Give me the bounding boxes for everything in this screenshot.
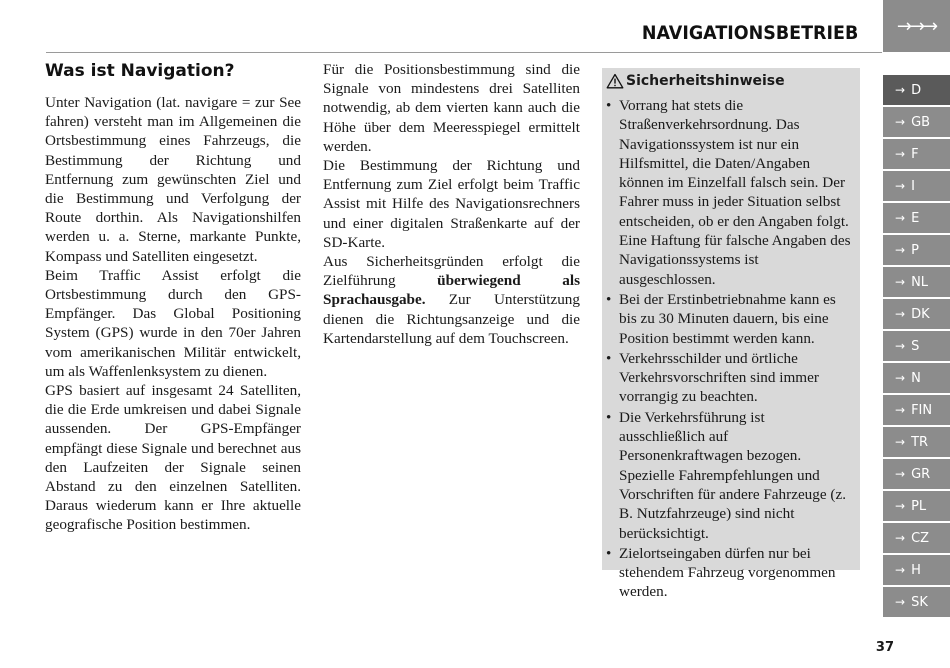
arrow-right-icon: → xyxy=(895,499,906,513)
language-tab-label: CZ xyxy=(911,530,930,546)
language-tab-fin[interactable] xyxy=(883,395,950,425)
paragraph: Die Bestimmung der Richtung und Entfernung zum Ziel erfolgt beim Traffic Assist mit Hilfe des Navigationsrechners und einer digitalen Straßenkarte auf der SD-Karte. xyxy=(323,157,580,251)
language-tab-label: SK xyxy=(911,594,928,610)
language-tab-d[interactable] xyxy=(883,75,950,105)
warning-triangle-icon xyxy=(606,73,624,89)
language-tab-label: I xyxy=(911,178,915,194)
arrow-right-icon: → xyxy=(895,243,906,257)
language-tab-i[interactable] xyxy=(883,171,950,201)
page-number: 37 xyxy=(875,640,894,655)
paragraph: Unter Navigation (lat. navigare = zur See fahren) versteht man im Allgemeinen die Ortsbestimmung eines Fahrzeugs, die Bestimmung der Richtung und Entfernung zum gewünschten Ziel und die Bestimmung und Verfolgung der Route dorthin. Als Navigationshilfen werden u. a. Sterne, markante Punkte, Kompass und Satelliten eingesetzt. xyxy=(45,94,301,265)
language-tab-gb[interactable] xyxy=(883,107,950,137)
paragraph: Beim Traffic Assist erfolgt die Ortsbestimmung durch den GPS-Empfänger. Das Global Positioning System (GPS) wurde in den 70er Jahren vom amerikanischen Militär entwickelt, um als Waffenlenksystem zu dienen. xyxy=(45,266,301,380)
language-tab-nl[interactable] xyxy=(883,267,950,297)
safety-item: • Die Verkehrsführung ist ausschließlich auf Personenkraftwagen bezogen. Spezielle Fahrempfehlungen und Vorschriften für andere Fahrzeuge (z. B. Nutzfahrzeuge) sind nicht berücksichtigt. xyxy=(606,408,854,543)
language-tab-tr[interactable] xyxy=(883,427,950,457)
language-tab-cz[interactable] xyxy=(883,523,950,553)
arrow-right-icon: → xyxy=(895,371,906,385)
language-tab-label: H xyxy=(911,562,921,578)
language-tab-sk[interactable] xyxy=(883,587,950,617)
language-tab-label: D xyxy=(911,82,922,98)
arrow-right-icon: → xyxy=(895,339,906,353)
safety-item-extra: Eine Haftung für falsche Angaben des Navigationssystems ist ausgeschlossen. xyxy=(619,232,851,288)
arrow-right-icon: → xyxy=(895,531,906,545)
language-tab-label: DK xyxy=(911,306,930,322)
safety-notice-box xyxy=(602,68,860,601)
language-tab-label: TR xyxy=(911,434,929,450)
tab-head-arrows: →→→ xyxy=(883,0,950,52)
language-tab-h[interactable] xyxy=(883,555,950,585)
safety-item: • Verkehrsschilder und örtliche Verkehrsvorschriften sind immer vorrangig zu beachten. xyxy=(606,349,854,407)
language-tab-n[interactable] xyxy=(883,363,950,393)
language-tab-label: E xyxy=(911,210,920,226)
language-tab-e[interactable] xyxy=(883,203,950,233)
paragraph xyxy=(323,252,580,348)
arrow-right-icon: → xyxy=(895,467,906,481)
language-tab-strip xyxy=(883,0,950,668)
language-tab-label: GB xyxy=(911,114,931,130)
language-tab-f[interactable] xyxy=(883,139,950,169)
language-tab-pl[interactable] xyxy=(883,491,950,521)
arrow-right-icon: → xyxy=(895,211,906,225)
safety-item: • Zielortseingaben dürfen nur bei stehendem Fahrzeug vorgenommen werden. xyxy=(606,544,854,602)
language-tab-label: F xyxy=(911,146,919,162)
text-span: Zur Unterstützung dienen die Richtungsanzeige und die Kartendarstellung auf dem Touchscreen. xyxy=(323,291,580,347)
arrow-right-icon: → xyxy=(895,563,906,577)
language-tab-p[interactable] xyxy=(883,235,950,265)
header-rule xyxy=(46,52,882,53)
arrow-right-icon: → xyxy=(895,115,906,129)
language-tab-dk[interactable] xyxy=(883,299,950,329)
column-middle xyxy=(323,60,580,348)
safety-item xyxy=(606,96,854,289)
arrow-right-icon: → xyxy=(895,147,906,161)
safety-item-text: Vorrang hat stets die Straßenverkehrsordnung. Das Navigationssystem ist nur ein Hilfsmittel, die Daten/Angaben können im Einzelfall falsch sein. Der Fahrer muss in jeder Situation selbst entscheiden, ob er den Angaben folgt. xyxy=(619,97,849,230)
arrow-right-icon: → xyxy=(895,403,906,417)
language-tab-label: S xyxy=(911,338,920,354)
page-section-title: NAVIGATIONSBETRIEB xyxy=(641,22,858,44)
safety-title-text: Sicherheitshinweise xyxy=(626,73,785,89)
section-heading: Was ist Navigation? xyxy=(45,61,235,81)
arrow-right-icon: → xyxy=(895,83,906,97)
bold-text: überwiegend als Sprachausgabe. xyxy=(323,272,580,309)
paragraph: Für die Positionsbestimmung sind die Signale von mindestens drei Satelliten notwendig, ab dem vierten kann auch die Höhe über dem Meeresspiegel ermittelt werden. xyxy=(323,61,580,155)
language-tab-label: PL xyxy=(911,498,927,514)
arrow-right-icon: → xyxy=(895,595,906,609)
arrow-right-icon: → xyxy=(895,275,906,289)
arrow-right-icon: → xyxy=(895,435,906,449)
arrow-right-icon: → xyxy=(895,307,906,321)
language-tab-label: GR xyxy=(911,466,931,482)
paragraph: GPS basiert auf insgesamt 24 Satelliten, die die Erde umkreisen und dabei Signale aussenden. Der GPS-Empfänger empfängt diese Signale und berechnet aus den Laufzeiten der Signale seinen Abstand zu den einzelnen Satelliten. Daraus wiederum kann er Ihre aktuelle geografische Position bestimmen. xyxy=(45,382,301,534)
text-span: Aus Sicherheitsgründen erfolgt die Zielführung xyxy=(323,253,580,290)
safety-title xyxy=(606,70,854,92)
arrow-right-icon: → xyxy=(895,179,906,193)
language-tab-label: P xyxy=(911,242,919,258)
language-tab-gr[interactable] xyxy=(883,459,950,489)
language-tab-s[interactable] xyxy=(883,331,950,361)
language-tab-label: FIN xyxy=(911,402,933,418)
language-tab-label: N xyxy=(911,370,921,386)
language-tab-label: NL xyxy=(911,274,929,290)
safety-item: • Bei der Erstinbetriebnahme kann es bis zu 30 Minuten dauern, bis eine Position bestimmt werden kann. xyxy=(606,290,854,348)
safety-list xyxy=(606,96,854,602)
column-left xyxy=(45,93,301,535)
